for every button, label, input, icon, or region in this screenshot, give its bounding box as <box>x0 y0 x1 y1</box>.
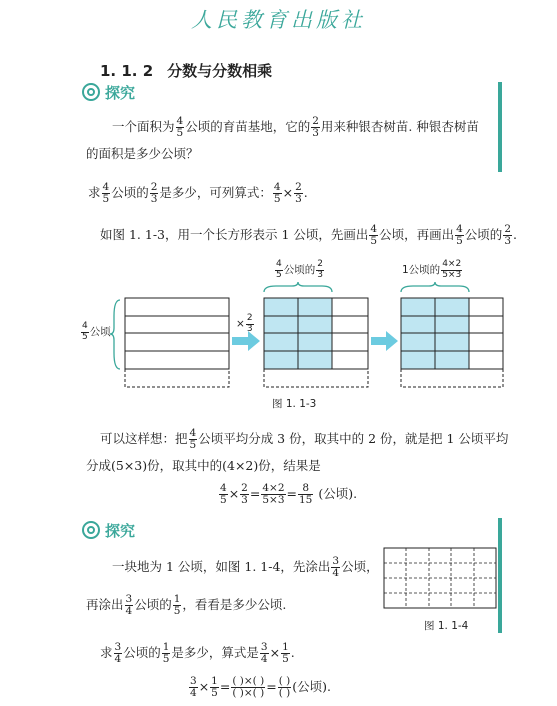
para2: 如图 1. 1-3，用一个长方形表示 1 公顷，先画出 $\frac{4}{5}$ 公顷，再画出 $\frac{4}{5}$ 公顷的 $\frac{2}{3}$ . <box>100 223 517 247</box>
para4: 求 $\frac{3}{4}$ 公顷的 $\frac{1}{5}$ 是多少，算式是 $\frac{3}{4}$ × $\frac{1}{5}$ . <box>100 641 295 665</box>
para1: 求 $\frac{4}{5}$ 公顷的 $\frac{2}{3}$ 是多少，可列算式： $\frac{4}{5}$ × $\frac{2}{3}$ . <box>88 181 308 205</box>
explore-label: 探究 <box>105 84 136 102</box>
equation-2: $\frac{3}{4}$ × $\frac{1}{5}$ = $\frac{( )\times( )}{( )\times( )}$ = $\frac{( )}{( )}$ (公顷). <box>190 675 331 699</box>
magnifier-icon <box>82 521 100 539</box>
equation-1: $\frac{4}{5}$ × $\frac{2}{3}$ = $\frac{4\times 2}{5\times 3}$ = $\frac{8}{15}$ (公顷). <box>220 482 358 506</box>
figure1-rect-right <box>401 298 503 387</box>
figure1-rect-left <box>125 298 229 387</box>
para3-line2: 分成(5×3)份，取其中的(4×2)份，结果是 <box>86 458 321 473</box>
section-name: 分数与分数相乘 <box>167 62 273 80</box>
para3-line1: 可以这样想：把 $\frac{4}{5}$ 公顷平均分成 3 份，取其中的 2 份，就是把 1 公顷平均 <box>100 427 509 451</box>
figure1-top-label-1: $\frac{4}{5}$ 公顷的 $\frac{2}{3}$ <box>276 259 323 280</box>
figure1-rect-middle <box>264 298 368 387</box>
publisher-logo: 人民教育出版社 <box>191 8 366 32</box>
fraction: $\frac{4}{5}$ <box>176 115 184 139</box>
explore-heading-2 <box>82 520 135 541</box>
section-number: 1. 1. 2 <box>100 62 154 80</box>
figure2-caption: 图 1. 1-4 <box>424 620 469 632</box>
arrow-right-icon <box>232 331 260 351</box>
arrow-right-icon <box>371 331 398 351</box>
figure1-top-label-2: 1公顷的 $\frac{4\times 2}{5\times 3}$ <box>402 259 462 280</box>
explore2-line2: 再涂出 $\frac{3}{4}$ 公顷的 $\frac{1}{5}$ ，看看是多少公顷. <box>86 593 287 617</box>
figure1-multiplier: × $\frac{2}{3}$ <box>236 313 253 334</box>
figure1-caption: 图 1. 1-3 <box>272 398 317 410</box>
explore2-line1: 一块地为 1 公顷，如图 1. 1-4，先涂出 $\frac{3}{4}$ 公顷， <box>112 555 379 579</box>
figure1-left-label: $\frac{4}{5}$ 公顷 <box>82 321 111 342</box>
explore1-line2: 的面积是多少公顷？ <box>86 146 199 161</box>
explore-label: 探究 <box>105 522 136 540</box>
fraction: $\frac{2}{3}$ <box>312 115 319 139</box>
explore1-line1: 一个面积为 $\frac{4}{5}$ 公顷的育苗基地，它的 $\frac{2}{3}$ 用来种银杏树苗. 种银杏树苗 <box>112 115 479 139</box>
